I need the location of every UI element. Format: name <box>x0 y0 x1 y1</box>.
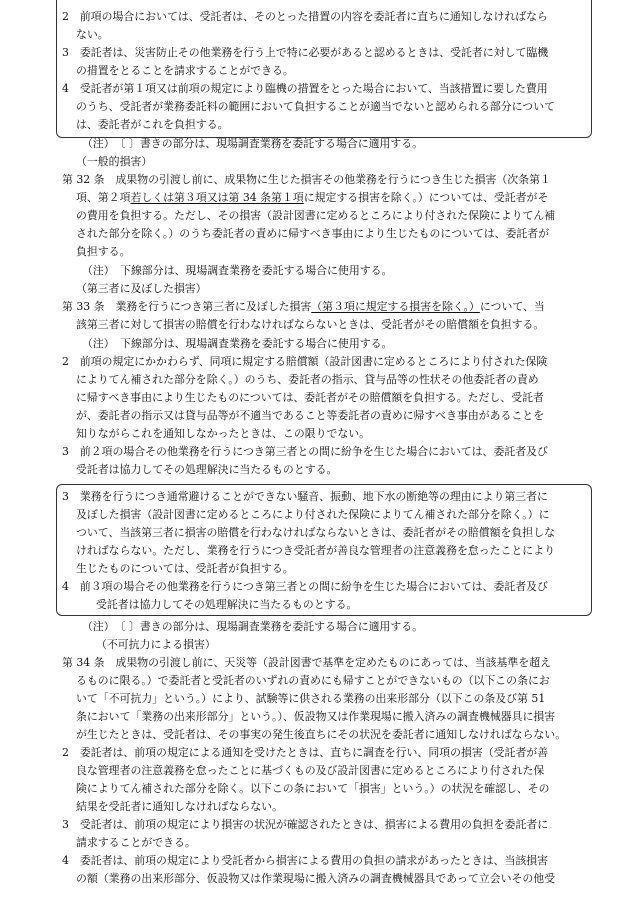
text-line: 良な管理者の注意義務を怠ったことに基づくもの及び設計図書に定めるところにより付された保 <box>76 764 545 777</box>
text-line: された部分を除く。）のうち委託者の責めに帰すべき事由により生じたものについては、委託者が <box>76 227 550 240</box>
text-line: （一般的損害） <box>76 155 153 168</box>
text-line: （注） 〔 〕書きの部分は、現場調査業務を委託する場合に適用する。 <box>82 620 424 633</box>
text-line: 第 32 条 成果物の引渡し前に、成果物に生じた損害その他業務を行うにつき生じた損害（次条第１ <box>62 173 551 186</box>
text-line: （不可抗力による損害） <box>96 638 216 651</box>
text-line: は、委託者がこれを負担する。 <box>76 118 229 131</box>
text-line: 受託者は協力してその処理解決に当たるものとする。 <box>96 598 358 611</box>
text-line: が、委託者の指示又は貸与品等が不適当であること等委託者の責めに帰すべき事由があることを <box>76 409 545 422</box>
text-line: （注） 下線部分は、現場調査業務を委託する場合に使用する。 <box>82 264 393 277</box>
text-line: の措置をとることを請求することができる。 <box>76 64 294 77</box>
text-line: 生じたものについては、受託者が負担する。 <box>76 562 294 575</box>
text-line: の額（業務の出来形部分、仮設物又は作業現場に搬入済みの調査機械器具であって立会いその他受 <box>76 872 556 885</box>
text-line: 4 受託者が第１項又は前項の規定により臨機の措置をとった場合において、当該措置に要した費用 <box>62 82 548 95</box>
text-line: 第 33 条 業務を行うにつき第三者に及ぼした損害（第３項に規定する損害を除く。）について、当 <box>62 300 545 313</box>
text-line: に帰すべき事由により生じたものについては、委託者がその賠償額を負担する。ただし、受託者 <box>76 391 544 404</box>
text-line: 3 委託者は、災害防止その他業務を行う上で特に必要があると認めるときは、受託者に対して臨機 <box>62 46 549 59</box>
text-line: 2 前項の場合においては、受託者は、そのとった措置の内容を委託者に直ちに通知しなければなら <box>62 10 548 23</box>
text-line: 3 業務を行うにつき通常避けることができない騒音、振動、地下水の断絶等の理由により第三者に <box>62 490 548 503</box>
text-line: （注） 下線部分は、現場調査業務を委託する場合に使用する。 <box>82 337 393 350</box>
text-line: によりてん補された部分を除く。）のうち、委託者の指示、貸与品等の性状その他委託者の責め <box>76 373 539 386</box>
text-line: 及ぼした損害（設計図書に定めるところにより付された保険によりてん補された部分を除く。）に <box>76 508 550 521</box>
text-line: ついて、当該第三者に損害の賠償を行わなければならないときは、委託者がその賠償額を負担しな <box>76 526 555 539</box>
text-line: 2 委託者は、前項の規定による通知を受けたときは、直ちに調査を行い、同項の損害（受託者が善 <box>62 746 549 759</box>
text-line: 請求することができる。 <box>76 836 196 849</box>
text-line: 負担する。 <box>76 245 131 258</box>
text-line: いて「不可抗力」という。）により、試験等に供される業務の出来形部分（以下この条及び第 51 <box>76 692 546 705</box>
text-line: 受託者は協力してその処理解決に当たるものとする。 <box>76 463 338 476</box>
text-line: るものに限る。）で委託者と受託者のいずれの責めにも帰すことができないもの（以下この条にお <box>76 674 550 687</box>
text-line: 結果を受託者に通知しなければならない。 <box>76 800 283 813</box>
text-line: ない。 <box>76 28 109 41</box>
text-line: 険によりてん補された部分を除く。以下この条において「損害」という。）の状況を確認し、その <box>76 782 550 795</box>
text-line: ければならない。ただし、業務を行うにつき受託者が善良な管理者の注意義務を怠ったことにより <box>76 544 555 557</box>
text-line: （第三者に及ぼした損害） <box>76 282 207 295</box>
text-line: のうち、受託者が業務委託料の範囲において負担することが適当でないと認められる部分について <box>76 100 555 113</box>
text-line: 3 受託者は、前項の規定により損害の状況が確認されたときは、損害による費用の負担を委託者に <box>62 818 549 831</box>
text-line: 項、第２項若しくは第３項又は第 34 条第１項に規定する損害を除く。）については、受託者がそ <box>76 191 549 204</box>
text-line: 4 委託者は、前項の規定により受託者から損害による費用の負担の請求があったときは、当該損害 <box>62 854 549 867</box>
text-line: の費用を負担する。ただし、その損害（設計図書に定めるところにより付された保険によりてん補 <box>76 209 556 222</box>
text-line: （注） 〔 〕書きの部分は、現場調査業務を委託する場合に適用する。 <box>82 137 424 150</box>
text-line: 条において「業務の出来形部分」という。）、仮設物又は作業現場に搬入済みの調査機械器具に損害 <box>76 710 556 723</box>
text-line: が生じたときは、受託者は、その事実の発生後直ちにその状況を委託者に通知しなければならない。 <box>76 728 567 741</box>
text-line: 該第三者に対して損害の賠償を行わなければならないときは、受託者がその賠償額を負担する。 <box>76 318 545 331</box>
text-line: 第 34 条 成果物の引渡し前に、天災等（設計図書で基準を定めたものにあっては、当該基準を超え <box>62 656 551 669</box>
text-line: 3 前２項の場合その他業務を行うにつき第三者との間に紛争を生じた場合においては、委託者及び <box>62 445 548 458</box>
text-line: 4 前３項の場合その他業務を行うにつき第三者との間に紛争を生じた場合においては、委託者及び <box>62 580 548 593</box>
text-line: 知りながらこれを通知しなかったときは、この限りでない。 <box>76 427 371 440</box>
text-line: 2 前項の規定にかかわらず、同項に規定する賠償額（設計図書に定めるところにより付された保険 <box>62 355 548 368</box>
